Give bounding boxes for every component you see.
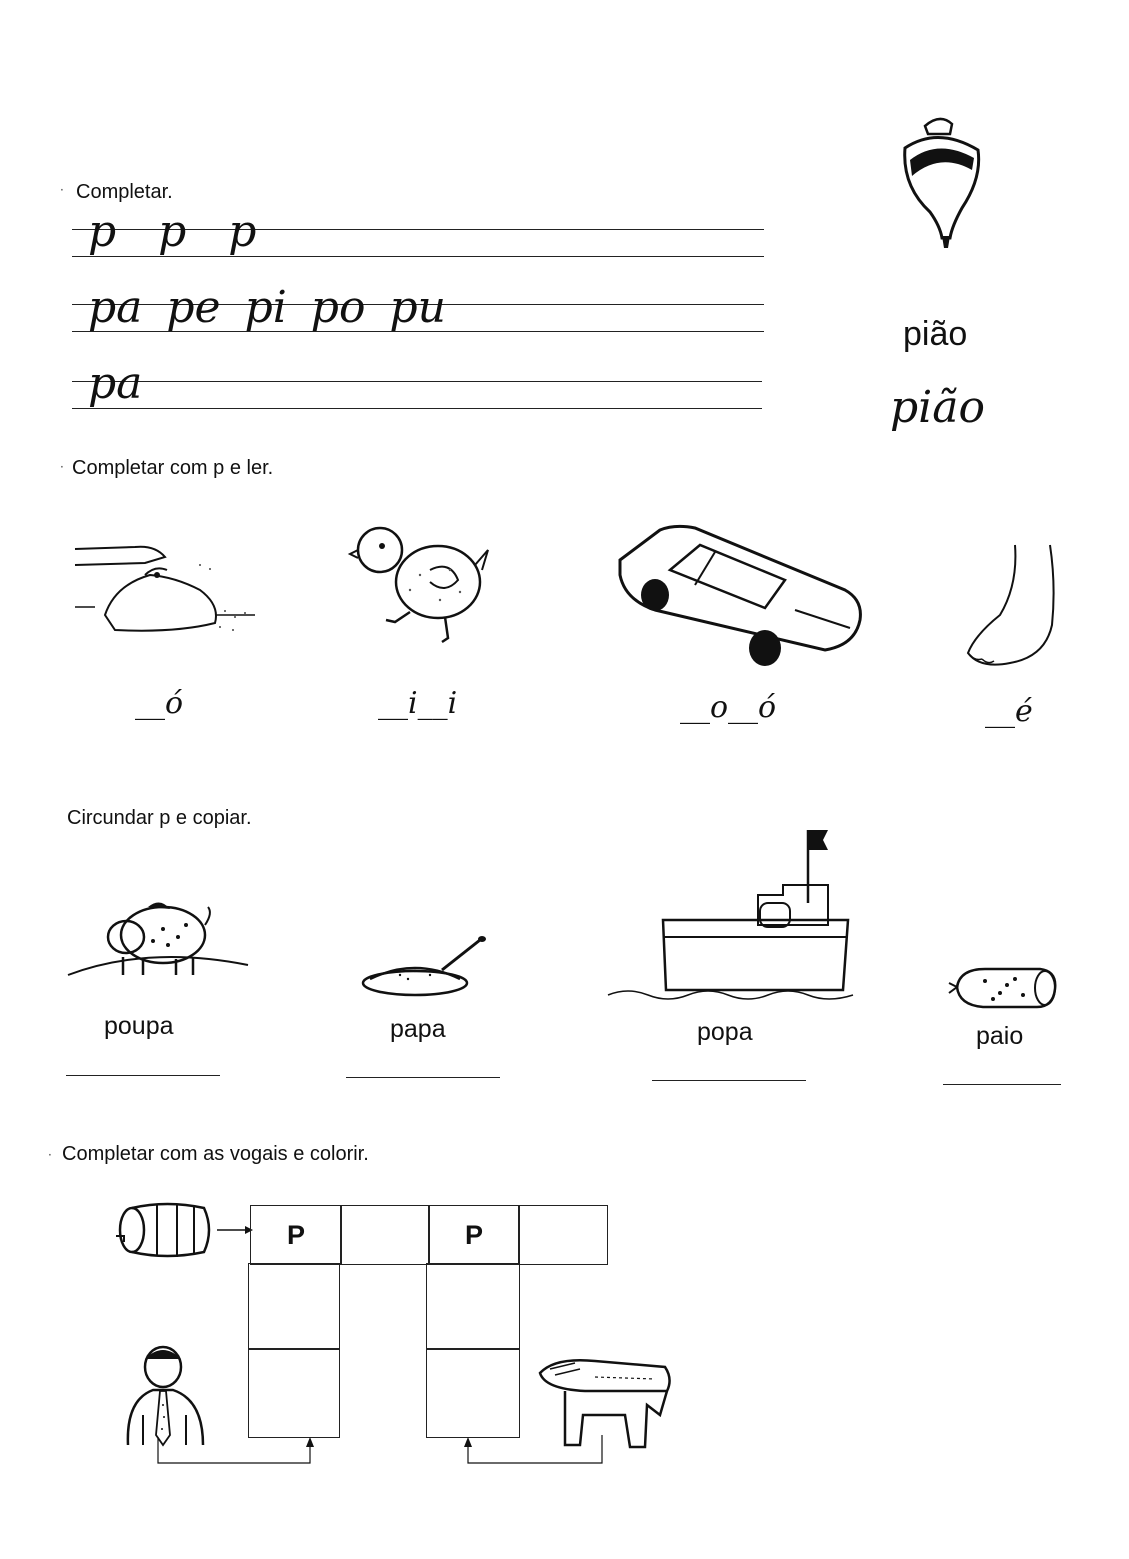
instruction-vogais: Completar com as vogais e colorir. (62, 1143, 369, 1165)
instruction-completar: Completar. (76, 181, 173, 203)
spinning-top-icon (890, 108, 990, 256)
word-paio: paio (976, 1022, 1024, 1050)
connector-arrows (150, 1435, 620, 1470)
sausage-icon (945, 965, 1060, 1010)
boat-stern-icon (608, 825, 853, 1005)
bullet-mark: · (48, 1148, 52, 1162)
chick-icon (350, 520, 495, 645)
word-piao-cursive: pião (890, 382, 985, 433)
grid-cell-1[interactable]: P (250, 1205, 342, 1265)
toy-car-icon (615, 520, 865, 670)
guide-line (72, 408, 762, 409)
instruction-completar-com-p: Completar com p e ler. (72, 457, 274, 479)
bullet-mark: · (60, 183, 64, 197)
grid-cell-6[interactable] (248, 1348, 340, 1438)
cursive-row-1: p p p (88, 206, 271, 257)
cursive-row-2: pa pe pi po pu (88, 282, 446, 333)
instruction-circundar: Circundar p e copiar. (67, 807, 252, 829)
copy-answer-line[interactable] (346, 1077, 500, 1078)
copy-answer-line[interactable] (652, 1080, 806, 1081)
bullet-mark: · (60, 460, 64, 474)
copy-answer-line[interactable] (66, 1075, 220, 1076)
grid-cell-5[interactable] (248, 1263, 340, 1350)
word-popa: popa (697, 1018, 753, 1046)
porridge-bowl-icon (360, 935, 490, 1000)
blank-word-3: __o__ó (680, 690, 777, 725)
word-piao-print: pião (903, 315, 968, 353)
blank-word-2: __i__i (378, 686, 458, 721)
grid-cell-2[interactable] (340, 1205, 430, 1265)
blank-word-1: __ó (135, 686, 184, 721)
blank-word-4: __é (985, 694, 1033, 729)
word-papa: papa (390, 1015, 446, 1043)
cursive-row-3: pa (88, 358, 143, 409)
foot-icon (960, 545, 1060, 670)
grid-cell-3[interactable]: P (428, 1205, 520, 1265)
grid-cell-8[interactable] (426, 1348, 520, 1438)
piggy-bank-icon (68, 895, 253, 980)
hand-tying-bag-icon (75, 535, 260, 645)
grid-cell-4[interactable] (518, 1205, 608, 1265)
grid-cell-7[interactable] (426, 1263, 520, 1350)
barrel-icon (112, 1200, 217, 1260)
copy-answer-line[interactable] (943, 1084, 1061, 1085)
guide-line (72, 381, 762, 382)
word-poupa: poupa (104, 1012, 174, 1040)
